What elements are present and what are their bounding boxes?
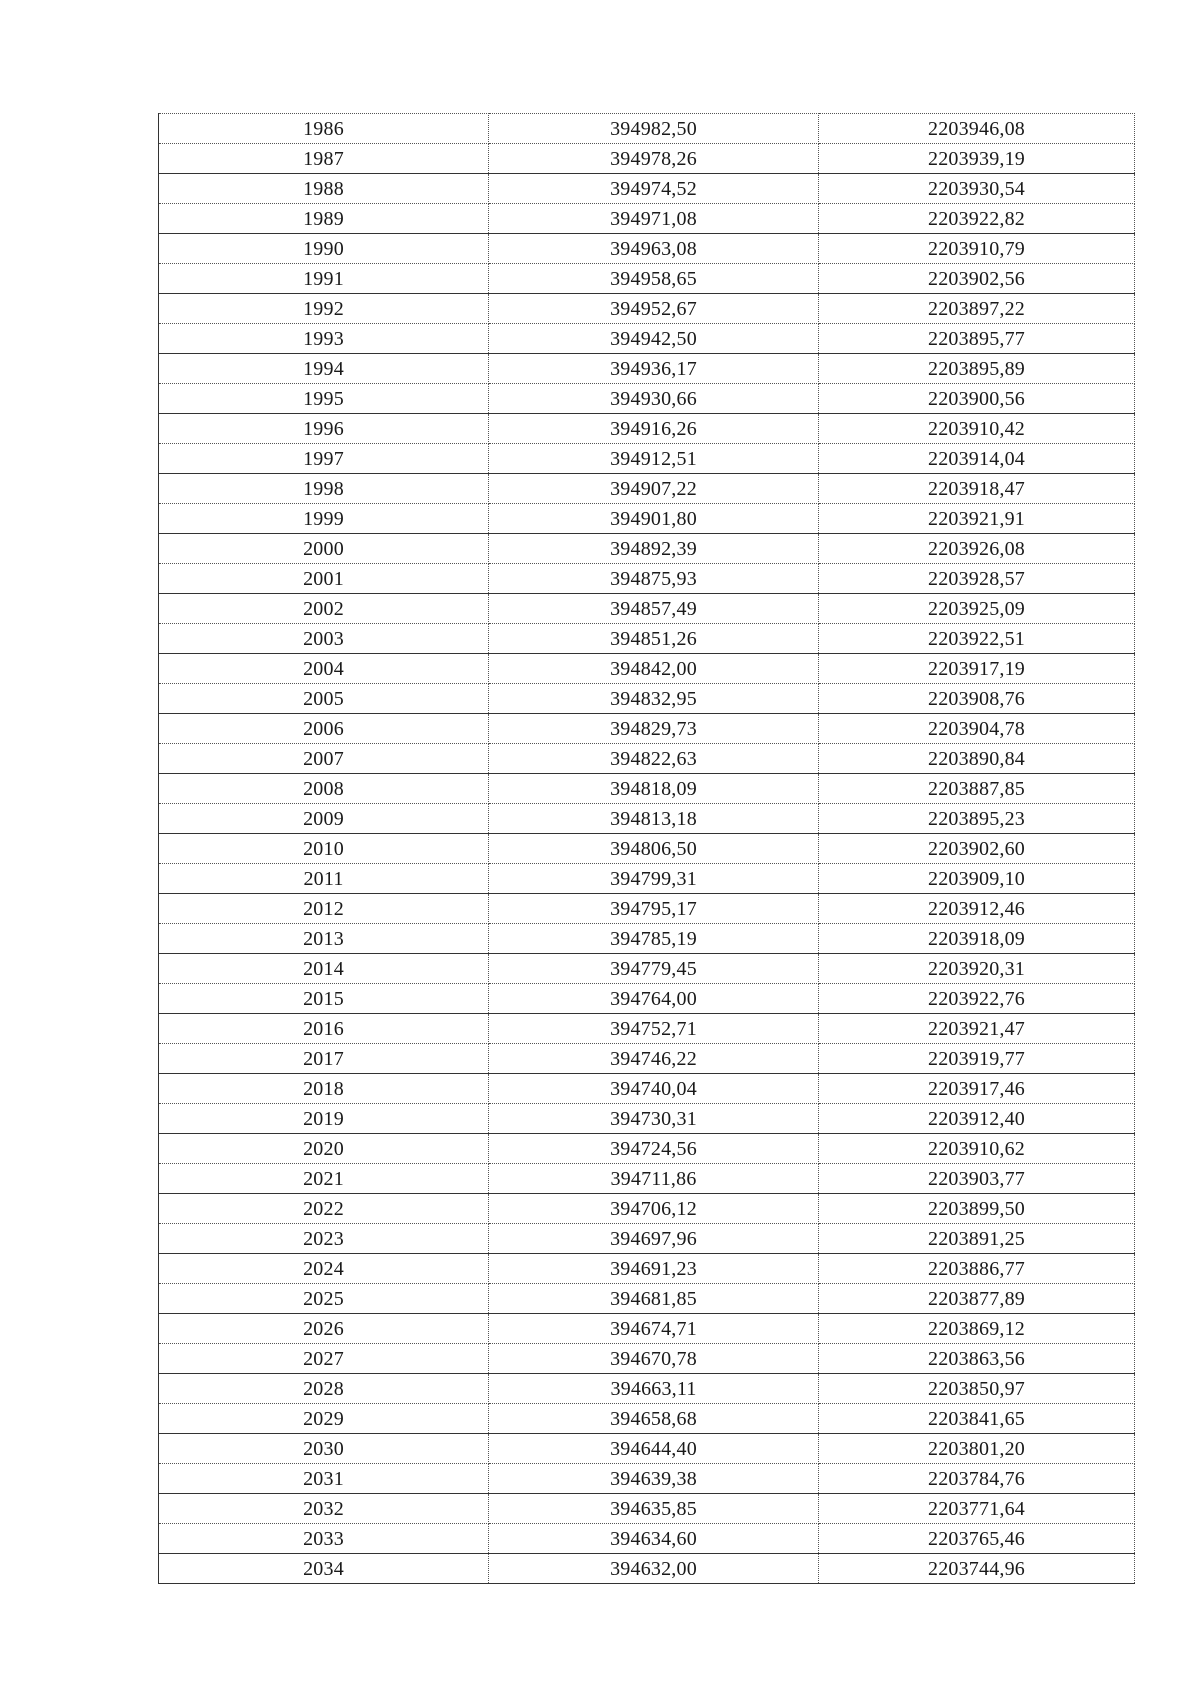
y-coordinate-cell: 2203922,51 <box>819 624 1135 654</box>
y-coordinate-cell: 2203895,89 <box>819 354 1135 384</box>
table-row <box>159 894 1135 924</box>
x-coordinate-cell: 394851,26 <box>489 624 819 654</box>
point-number-cell: 2000 <box>159 534 489 564</box>
point-number-cell: 1986 <box>159 114 489 144</box>
table-row <box>159 1164 1135 1194</box>
table-row <box>159 984 1135 1014</box>
table-row <box>159 744 1135 774</box>
table-row <box>159 384 1135 414</box>
table-row <box>159 654 1135 684</box>
point-number-cell: 2011 <box>159 864 489 894</box>
table-row <box>159 264 1135 294</box>
table-row <box>159 1554 1135 1584</box>
table-row <box>159 444 1135 474</box>
table-row <box>159 1344 1135 1374</box>
x-coordinate-cell: 394806,50 <box>489 834 819 864</box>
point-number-cell: 2005 <box>159 684 489 714</box>
x-coordinate-cell: 394634,60 <box>489 1524 819 1554</box>
point-number-cell: 2015 <box>159 984 489 1014</box>
x-coordinate-cell: 394912,51 <box>489 444 819 474</box>
table-row <box>159 1494 1135 1524</box>
point-number-cell: 2034 <box>159 1554 489 1584</box>
table-row <box>159 534 1135 564</box>
point-number-cell: 2006 <box>159 714 489 744</box>
table-row <box>159 1434 1135 1464</box>
y-coordinate-cell: 2203922,82 <box>819 204 1135 234</box>
table-row <box>159 144 1135 174</box>
x-coordinate-cell: 394842,00 <box>489 654 819 684</box>
point-number-cell: 2029 <box>159 1404 489 1434</box>
table-row <box>159 1074 1135 1104</box>
x-coordinate-cell: 394875,93 <box>489 564 819 594</box>
table-row <box>159 1374 1135 1404</box>
point-number-cell: 2023 <box>159 1224 489 1254</box>
table-row <box>159 1284 1135 1314</box>
point-number-cell: 2001 <box>159 564 489 594</box>
point-number-cell: 2021 <box>159 1164 489 1194</box>
x-coordinate-cell: 394670,78 <box>489 1344 819 1374</box>
y-coordinate-cell: 2203784,76 <box>819 1464 1135 1494</box>
point-number-cell: 1994 <box>159 354 489 384</box>
x-coordinate-cell: 394681,85 <box>489 1284 819 1314</box>
table-row <box>159 114 1135 144</box>
table-row <box>159 564 1135 594</box>
y-coordinate-cell: 2203914,04 <box>819 444 1135 474</box>
y-coordinate-cell: 2203921,91 <box>819 504 1135 534</box>
point-number-cell: 2025 <box>159 1284 489 1314</box>
x-coordinate-cell: 394978,26 <box>489 144 819 174</box>
y-coordinate-cell: 2203910,79 <box>819 234 1135 264</box>
x-coordinate-cell: 394829,73 <box>489 714 819 744</box>
point-number-cell: 2009 <box>159 804 489 834</box>
x-coordinate-cell: 394952,67 <box>489 294 819 324</box>
table-row <box>159 834 1135 864</box>
x-coordinate-cell: 394711,86 <box>489 1164 819 1194</box>
x-coordinate-cell: 394779,45 <box>489 954 819 984</box>
x-coordinate-cell: 394764,00 <box>489 984 819 1014</box>
x-coordinate-cell: 394857,49 <box>489 594 819 624</box>
x-coordinate-cell: 394632,00 <box>489 1554 819 1584</box>
y-coordinate-cell: 2203917,46 <box>819 1074 1135 1104</box>
table-row <box>159 204 1135 234</box>
point-number-cell: 2002 <box>159 594 489 624</box>
y-coordinate-cell: 2203841,65 <box>819 1404 1135 1434</box>
x-coordinate-cell: 394818,09 <box>489 774 819 804</box>
y-coordinate-cell: 2203912,46 <box>819 894 1135 924</box>
table-row <box>159 1104 1135 1134</box>
x-coordinate-cell: 394982,50 <box>489 114 819 144</box>
table-row <box>159 624 1135 654</box>
x-coordinate-cell: 394901,80 <box>489 504 819 534</box>
table-row <box>159 594 1135 624</box>
table-row <box>159 1314 1135 1344</box>
y-coordinate-cell: 2203895,23 <box>819 804 1135 834</box>
table-row <box>159 714 1135 744</box>
x-coordinate-cell: 394892,39 <box>489 534 819 564</box>
x-coordinate-cell: 394658,68 <box>489 1404 819 1434</box>
point-number-cell: 1988 <box>159 174 489 204</box>
y-coordinate-cell: 2203925,09 <box>819 594 1135 624</box>
x-coordinate-cell: 394916,26 <box>489 414 819 444</box>
table-row <box>159 1194 1135 1224</box>
y-coordinate-cell: 2203902,56 <box>819 264 1135 294</box>
point-number-cell: 2027 <box>159 1344 489 1374</box>
y-coordinate-cell: 2203909,10 <box>819 864 1135 894</box>
point-number-cell: 2028 <box>159 1374 489 1404</box>
point-number-cell: 1998 <box>159 474 489 504</box>
y-coordinate-cell: 2203897,22 <box>819 294 1135 324</box>
point-number-cell: 1995 <box>159 384 489 414</box>
y-coordinate-cell: 2203869,12 <box>819 1314 1135 1344</box>
point-number-cell: 2019 <box>159 1104 489 1134</box>
table-row <box>159 234 1135 264</box>
table-row <box>159 954 1135 984</box>
y-coordinate-cell: 2203801,20 <box>819 1434 1135 1464</box>
table-row <box>159 1404 1135 1434</box>
point-number-cell: 2003 <box>159 624 489 654</box>
x-coordinate-cell: 394644,40 <box>489 1434 819 1464</box>
x-coordinate-cell: 394740,04 <box>489 1074 819 1104</box>
y-coordinate-cell: 2203895,77 <box>819 324 1135 354</box>
point-number-cell: 1989 <box>159 204 489 234</box>
x-coordinate-cell: 394942,50 <box>489 324 819 354</box>
table-row <box>159 414 1135 444</box>
point-number-cell: 2032 <box>159 1494 489 1524</box>
coordinates-table <box>158 113 1135 1584</box>
table-row <box>159 1254 1135 1284</box>
point-number-cell: 1992 <box>159 294 489 324</box>
point-number-cell: 1991 <box>159 264 489 294</box>
point-number-cell: 2033 <box>159 1524 489 1554</box>
table-row <box>159 354 1135 384</box>
x-coordinate-cell: 394958,65 <box>489 264 819 294</box>
table-row <box>159 1224 1135 1254</box>
table-row <box>159 774 1135 804</box>
y-coordinate-cell: 2203928,57 <box>819 564 1135 594</box>
x-coordinate-cell: 394963,08 <box>489 234 819 264</box>
y-coordinate-cell: 2203912,40 <box>819 1104 1135 1134</box>
y-coordinate-cell: 2203902,60 <box>819 834 1135 864</box>
x-coordinate-cell: 394795,17 <box>489 894 819 924</box>
x-coordinate-cell: 394635,85 <box>489 1494 819 1524</box>
table-row <box>159 474 1135 504</box>
y-coordinate-cell: 2203887,85 <box>819 774 1135 804</box>
x-coordinate-cell: 394832,95 <box>489 684 819 714</box>
y-coordinate-cell: 2203850,97 <box>819 1374 1135 1404</box>
point-number-cell: 2007 <box>159 744 489 774</box>
y-coordinate-cell: 2203921,47 <box>819 1014 1135 1044</box>
x-coordinate-cell: 394813,18 <box>489 804 819 834</box>
y-coordinate-cell: 2203904,78 <box>819 714 1135 744</box>
table-row <box>159 864 1135 894</box>
y-coordinate-cell: 2203918,47 <box>819 474 1135 504</box>
y-coordinate-cell: 2203946,08 <box>819 114 1135 144</box>
x-coordinate-cell: 394663,11 <box>489 1374 819 1404</box>
y-coordinate-cell: 2203903,77 <box>819 1164 1135 1194</box>
point-number-cell: 2022 <box>159 1194 489 1224</box>
x-coordinate-cell: 394974,52 <box>489 174 819 204</box>
point-number-cell: 2012 <box>159 894 489 924</box>
y-coordinate-cell: 2203771,64 <box>819 1494 1135 1524</box>
x-coordinate-cell: 394639,38 <box>489 1464 819 1494</box>
table-row <box>159 1464 1135 1494</box>
point-number-cell: 2014 <box>159 954 489 984</box>
x-coordinate-cell: 394822,63 <box>489 744 819 774</box>
table-row <box>159 174 1135 204</box>
y-coordinate-cell: 2203744,96 <box>819 1554 1135 1584</box>
point-number-cell: 1990 <box>159 234 489 264</box>
point-number-cell: 1999 <box>159 504 489 534</box>
y-coordinate-cell: 2203890,84 <box>819 744 1135 774</box>
y-coordinate-cell: 2203939,19 <box>819 144 1135 174</box>
point-number-cell: 2024 <box>159 1254 489 1284</box>
x-coordinate-cell: 394785,19 <box>489 924 819 954</box>
point-number-cell: 2008 <box>159 774 489 804</box>
y-coordinate-cell: 2203863,56 <box>819 1344 1135 1374</box>
y-coordinate-cell: 2203919,77 <box>819 1044 1135 1074</box>
point-number-cell: 2031 <box>159 1464 489 1494</box>
point-number-cell: 2013 <box>159 924 489 954</box>
x-coordinate-cell: 394752,71 <box>489 1014 819 1044</box>
y-coordinate-cell: 2203917,19 <box>819 654 1135 684</box>
coordinates-table-body <box>159 114 1135 1584</box>
point-number-cell: 1996 <box>159 414 489 444</box>
x-coordinate-cell: 394706,12 <box>489 1194 819 1224</box>
y-coordinate-cell: 2203910,42 <box>819 414 1135 444</box>
point-number-cell: 2017 <box>159 1044 489 1074</box>
y-coordinate-cell: 2203926,08 <box>819 534 1135 564</box>
y-coordinate-cell: 2203877,89 <box>819 1284 1135 1314</box>
x-coordinate-cell: 394930,66 <box>489 384 819 414</box>
point-number-cell: 2026 <box>159 1314 489 1344</box>
table-row <box>159 1044 1135 1074</box>
x-coordinate-cell: 394971,08 <box>489 204 819 234</box>
point-number-cell: 2020 <box>159 1134 489 1164</box>
x-coordinate-cell: 394746,22 <box>489 1044 819 1074</box>
table-row <box>159 684 1135 714</box>
table-row <box>159 1524 1135 1554</box>
y-coordinate-cell: 2203886,77 <box>819 1254 1135 1284</box>
y-coordinate-cell: 2203918,09 <box>819 924 1135 954</box>
point-number-cell: 2030 <box>159 1434 489 1464</box>
table-row <box>159 324 1135 354</box>
y-coordinate-cell: 2203891,25 <box>819 1224 1135 1254</box>
table-row <box>159 804 1135 834</box>
point-number-cell: 1993 <box>159 324 489 354</box>
y-coordinate-cell: 2203922,76 <box>819 984 1135 1014</box>
point-number-cell: 1987 <box>159 144 489 174</box>
y-coordinate-cell: 2203899,50 <box>819 1194 1135 1224</box>
point-number-cell: 2004 <box>159 654 489 684</box>
table-row <box>159 1014 1135 1044</box>
point-number-cell: 2016 <box>159 1014 489 1044</box>
x-coordinate-cell: 394691,23 <box>489 1254 819 1284</box>
table-row <box>159 294 1135 324</box>
y-coordinate-cell: 2203900,56 <box>819 384 1135 414</box>
y-coordinate-cell: 2203930,54 <box>819 174 1135 204</box>
y-coordinate-cell: 2203920,31 <box>819 954 1135 984</box>
table-row <box>159 1134 1135 1164</box>
point-number-cell: 1997 <box>159 444 489 474</box>
x-coordinate-cell: 394907,22 <box>489 474 819 504</box>
y-coordinate-cell: 2203910,62 <box>819 1134 1135 1164</box>
y-coordinate-cell: 2203908,76 <box>819 684 1135 714</box>
x-coordinate-cell: 394724,56 <box>489 1134 819 1164</box>
y-coordinate-cell: 2203765,46 <box>819 1524 1135 1554</box>
table-row <box>159 924 1135 954</box>
x-coordinate-cell: 394799,31 <box>489 864 819 894</box>
point-number-cell: 2018 <box>159 1074 489 1104</box>
point-number-cell: 2010 <box>159 834 489 864</box>
x-coordinate-cell: 394936,17 <box>489 354 819 384</box>
x-coordinate-cell: 394674,71 <box>489 1314 819 1344</box>
x-coordinate-cell: 394697,96 <box>489 1224 819 1254</box>
table-row <box>159 504 1135 534</box>
x-coordinate-cell: 394730,31 <box>489 1104 819 1134</box>
